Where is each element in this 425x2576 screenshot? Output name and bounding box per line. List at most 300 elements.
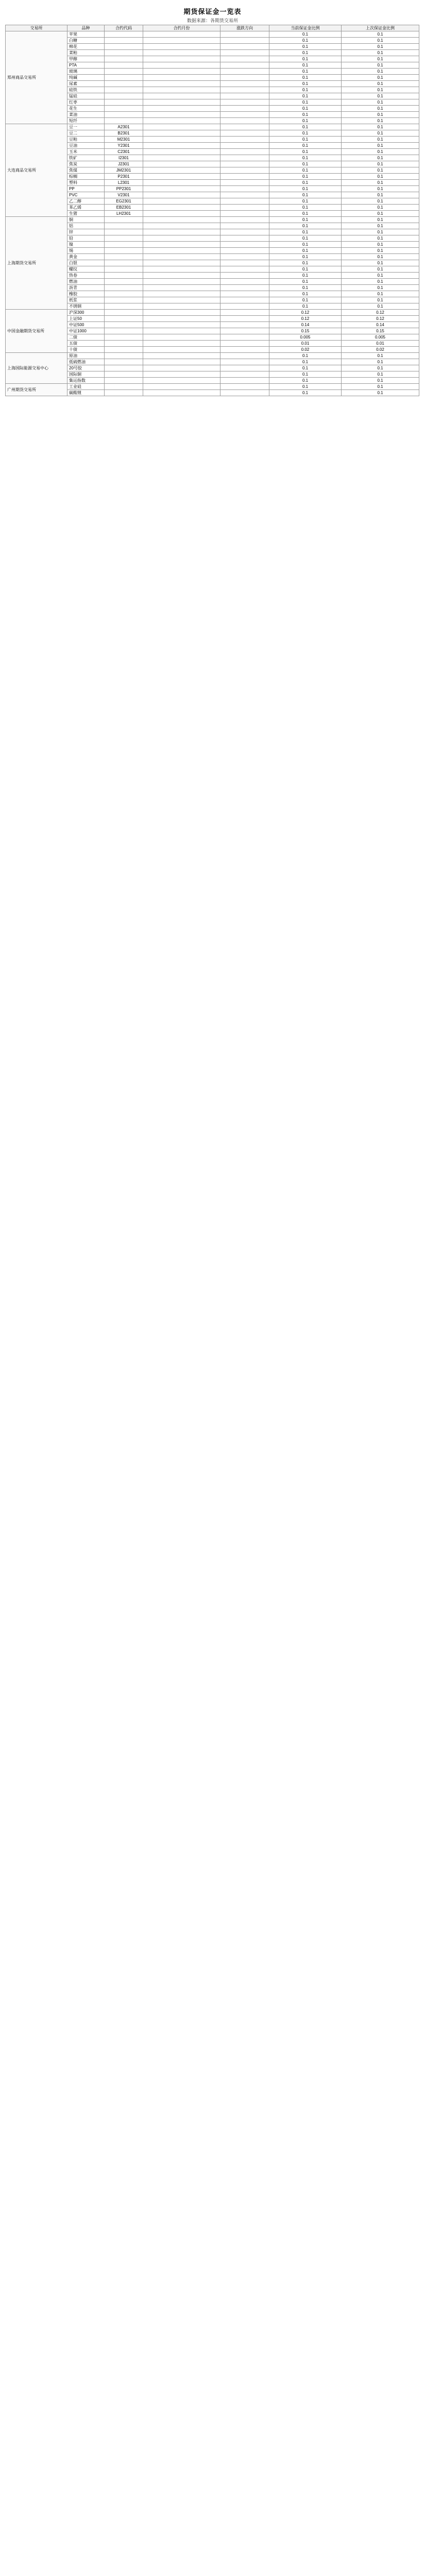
previous-ratio-cell: 0.1 (342, 285, 419, 291)
table-row (6, 87, 419, 93)
direction-cell (220, 390, 269, 396)
direction-cell (220, 248, 269, 254)
symbol-cell: B2301 (105, 130, 143, 137)
previous-ratio-cell: 0.1 (342, 229, 419, 235)
direction-cell (220, 161, 269, 167)
month-cell (143, 130, 220, 137)
direction-cell (220, 93, 269, 99)
month-cell (143, 217, 220, 223)
variety-cell: 燃油 (67, 279, 105, 285)
month-cell (143, 124, 220, 130)
direction-cell (220, 297, 269, 303)
symbol-cell: L2301 (105, 180, 143, 186)
column-header: 品种 (67, 25, 105, 31)
previous-ratio-cell: 0.12 (342, 310, 419, 316)
month-cell (143, 378, 220, 384)
table-row (6, 180, 419, 186)
symbol-cell (105, 328, 143, 334)
direction-cell (220, 155, 269, 161)
variety-cell: 玉米 (67, 149, 105, 155)
table-row (6, 137, 419, 143)
previous-ratio-cell: 0.1 (342, 69, 419, 75)
previous-ratio-cell: 0.1 (342, 106, 419, 112)
table-row (6, 353, 419, 359)
variety-cell: 苹果 (67, 31, 105, 38)
table-header (6, 25, 419, 31)
variety-cell: 集运指数 (67, 378, 105, 384)
direction-cell (220, 273, 269, 279)
variety-cell: 螺纹 (67, 266, 105, 273)
symbol-cell (105, 38, 143, 44)
current-ratio-cell: 0.1 (269, 161, 342, 167)
symbol-cell (105, 31, 143, 38)
month-cell (143, 99, 220, 106)
direction-cell (220, 205, 269, 211)
symbol-cell (105, 310, 143, 316)
previous-ratio-cell: 0.02 (342, 347, 419, 353)
month-cell (143, 62, 220, 69)
variety-cell: 白糖 (67, 38, 105, 44)
month-cell (143, 341, 220, 347)
variety-cell: 甲醇 (67, 56, 105, 62)
symbol-cell: J2301 (105, 161, 143, 167)
symbol-cell (105, 266, 143, 273)
month-cell (143, 347, 220, 353)
column-header: 合约代码 (105, 25, 143, 31)
direction-cell (220, 223, 269, 229)
variety-cell: PVC (67, 192, 105, 198)
previous-ratio-cell: 0.1 (342, 273, 419, 279)
current-ratio-cell: 0.14 (269, 322, 342, 328)
column-header: 涨跌方向 (220, 25, 269, 31)
variety-cell: 豆粕 (67, 137, 105, 143)
current-ratio-cell: 0.1 (269, 75, 342, 81)
table-row (6, 322, 419, 328)
symbol-cell (105, 87, 143, 93)
month-cell (143, 279, 220, 285)
current-ratio-cell: 0.1 (269, 390, 342, 396)
month-cell (143, 149, 220, 155)
symbol-cell (105, 248, 143, 254)
previous-ratio-cell: 0.1 (342, 303, 419, 310)
exchange-cell: 郑州商品交易所 (6, 31, 67, 124)
page-title: 期货保证金一览表 (183, 8, 242, 15)
table-row (6, 112, 419, 118)
month-cell (143, 87, 220, 93)
current-ratio-cell: 0.1 (269, 192, 342, 198)
previous-ratio-cell: 0.1 (342, 167, 419, 174)
variety-cell: 短纤 (67, 118, 105, 124)
previous-ratio-cell: 0.1 (342, 143, 419, 149)
table-row (6, 371, 419, 378)
month-cell (143, 93, 220, 99)
previous-ratio-cell: 0.1 (342, 87, 419, 93)
month-cell (143, 161, 220, 167)
variety-cell: 棕榈 (67, 174, 105, 180)
symbol-cell (105, 260, 143, 266)
month-cell (143, 328, 220, 334)
table-row (6, 223, 419, 229)
symbol-cell (105, 390, 143, 396)
month-cell (143, 248, 220, 254)
month-cell (143, 359, 220, 365)
table-row (6, 248, 419, 254)
symbol-cell (105, 334, 143, 341)
variety-cell: 十债 (67, 347, 105, 353)
month-cell (143, 167, 220, 174)
current-ratio-cell: 0.1 (269, 384, 342, 390)
variety-cell: 工业硅 (67, 384, 105, 390)
current-ratio-cell: 0.1 (269, 359, 342, 365)
symbol-cell (105, 56, 143, 62)
current-ratio-cell: 0.1 (269, 81, 342, 87)
direction-cell (220, 198, 269, 205)
symbol-cell (105, 229, 143, 235)
variety-cell: 乙二醇 (67, 198, 105, 205)
variety-cell: 焦炭 (67, 161, 105, 167)
variety-cell: 花生 (67, 106, 105, 112)
variety-cell: 中证1000 (67, 328, 105, 334)
direction-cell (220, 316, 269, 322)
current-ratio-cell: 0.1 (269, 353, 342, 359)
direction-cell (220, 384, 269, 390)
month-cell (143, 322, 220, 328)
current-ratio-cell: 0.1 (269, 118, 342, 124)
current-ratio-cell: 0.1 (269, 260, 342, 266)
table-row (6, 229, 419, 235)
table-row (6, 174, 419, 180)
variety-cell: 镍 (67, 242, 105, 248)
previous-ratio-cell: 0.1 (342, 75, 419, 81)
symbol-cell (105, 50, 143, 56)
table-row (6, 334, 419, 341)
month-cell (143, 180, 220, 186)
exchange-cell: 上海期货交易所 (6, 217, 67, 310)
current-ratio-cell: 0.1 (269, 229, 342, 235)
month-cell (143, 106, 220, 112)
current-ratio-cell: 0.1 (269, 130, 342, 137)
symbol-cell: I2301 (105, 155, 143, 161)
table-row (6, 260, 419, 266)
current-ratio-cell: 0.1 (269, 137, 342, 143)
table-row (6, 297, 419, 303)
margin-table (5, 25, 419, 396)
symbol-cell: Y2301 (105, 143, 143, 149)
variety-cell: 生猪 (67, 211, 105, 217)
direction-cell (220, 303, 269, 310)
direction-cell (220, 167, 269, 174)
direction-cell (220, 254, 269, 260)
symbol-cell (105, 81, 143, 87)
symbol-cell (105, 365, 143, 371)
variety-cell: PP (67, 186, 105, 192)
symbol-cell (105, 254, 143, 260)
previous-ratio-cell: 0.1 (342, 99, 419, 106)
current-ratio-cell: 0.005 (269, 334, 342, 341)
previous-ratio-cell: 0.1 (342, 359, 419, 365)
column-header: 合约月份 (143, 25, 220, 31)
current-ratio-cell: 0.1 (269, 38, 342, 44)
table-row (6, 56, 419, 62)
previous-ratio-cell: 0.1 (342, 124, 419, 130)
month-cell (143, 75, 220, 81)
month-cell (143, 390, 220, 396)
direction-cell (220, 174, 269, 180)
direction-cell (220, 217, 269, 223)
direction-cell (220, 328, 269, 334)
current-ratio-cell: 0.1 (269, 180, 342, 186)
table-row (6, 347, 419, 353)
previous-ratio-cell: 0.1 (342, 384, 419, 390)
symbol-cell (105, 93, 143, 99)
current-ratio-cell: 0.1 (269, 106, 342, 112)
direction-cell (220, 81, 269, 87)
table-row (6, 328, 419, 334)
month-cell (143, 143, 220, 149)
previous-ratio-cell: 0.1 (342, 118, 419, 124)
table-row (6, 235, 419, 242)
previous-ratio-cell: 0.1 (342, 112, 419, 118)
previous-ratio-cell: 0.1 (342, 266, 419, 273)
current-ratio-cell: 0.1 (269, 205, 342, 211)
symbol-cell (105, 359, 143, 365)
month-cell (143, 174, 220, 180)
direction-cell (220, 38, 269, 44)
previous-ratio-cell: 0.1 (342, 242, 419, 248)
current-ratio-cell: 0.12 (269, 310, 342, 316)
current-ratio-cell: 0.1 (269, 112, 342, 118)
direction-cell (220, 242, 269, 248)
variety-cell: 苯乙烯 (67, 205, 105, 211)
current-ratio-cell: 0.1 (269, 235, 342, 242)
direction-cell (220, 365, 269, 371)
month-cell (143, 316, 220, 322)
direction-cell (220, 285, 269, 291)
current-ratio-cell: 0.15 (269, 328, 342, 334)
variety-cell: 菜粕 (67, 50, 105, 56)
previous-ratio-cell: 0.1 (342, 192, 419, 198)
month-cell (143, 291, 220, 297)
direction-cell (220, 62, 269, 69)
month-cell (143, 371, 220, 378)
variety-cell: 黄金 (67, 254, 105, 260)
current-ratio-cell: 0.1 (269, 174, 342, 180)
direction-cell (220, 143, 269, 149)
previous-ratio-cell: 0.1 (342, 260, 419, 266)
direction-cell (220, 334, 269, 341)
table-row (6, 44, 419, 50)
direction-cell (220, 291, 269, 297)
month-cell (143, 155, 220, 161)
variety-cell: 豆二 (67, 130, 105, 137)
variety-cell: 菜油 (67, 112, 105, 118)
direction-cell (220, 347, 269, 353)
table-row (6, 359, 419, 365)
symbol-cell (105, 118, 143, 124)
direction-cell (220, 235, 269, 242)
table-row (6, 279, 419, 285)
current-ratio-cell: 0.1 (269, 167, 342, 174)
current-ratio-cell: 0.1 (269, 143, 342, 149)
symbol-cell (105, 112, 143, 118)
previous-ratio-cell: 0.1 (342, 254, 419, 260)
table-row (6, 217, 419, 223)
symbol-cell (105, 75, 143, 81)
month-cell (143, 273, 220, 279)
table-row (6, 316, 419, 322)
direction-cell (220, 31, 269, 38)
direction-cell (220, 266, 269, 273)
variety-cell: 碳酸锂 (67, 390, 105, 396)
previous-ratio-cell: 0.1 (342, 62, 419, 69)
table-row (6, 254, 419, 260)
current-ratio-cell: 0.1 (269, 31, 342, 38)
symbol-cell (105, 353, 143, 359)
current-ratio-cell: 0.1 (269, 198, 342, 205)
column-header: 当前保证金比例 (269, 25, 342, 31)
table-row (6, 38, 419, 44)
symbol-cell (105, 384, 143, 390)
symbol-cell (105, 44, 143, 50)
month-cell (143, 137, 220, 143)
table-row (6, 124, 419, 130)
symbol-cell: EG2301 (105, 198, 143, 205)
variety-cell: 橡胶 (67, 291, 105, 297)
previous-ratio-cell: 0.1 (342, 223, 419, 229)
table-row (6, 149, 419, 155)
previous-ratio-cell: 0.1 (342, 130, 419, 137)
variety-cell: 低硫燃油 (67, 359, 105, 365)
current-ratio-cell: 0.1 (269, 285, 342, 291)
month-cell (143, 260, 220, 266)
table-row (6, 75, 419, 81)
month-cell (143, 211, 220, 217)
month-cell (143, 205, 220, 211)
previous-ratio-cell: 0.1 (342, 44, 419, 50)
current-ratio-cell: 0.02 (269, 347, 342, 353)
table-row (6, 155, 419, 161)
direction-cell (220, 180, 269, 186)
table-row (6, 205, 419, 211)
current-ratio-cell: 0.12 (269, 316, 342, 322)
current-ratio-cell: 0.1 (269, 211, 342, 217)
current-ratio-cell: 0.1 (269, 365, 342, 371)
symbol-cell: LH2301 (105, 211, 143, 217)
month-cell (143, 384, 220, 390)
previous-ratio-cell: 0.005 (342, 334, 419, 341)
variety-cell: 上证50 (67, 316, 105, 322)
direction-cell (220, 118, 269, 124)
variety-cell: 铜 (67, 217, 105, 223)
month-cell (143, 118, 220, 124)
month-cell (143, 81, 220, 87)
current-ratio-cell: 0.1 (269, 69, 342, 75)
table-row (6, 69, 419, 75)
month-cell (143, 44, 220, 50)
table-row (6, 130, 419, 137)
previous-ratio-cell: 0.1 (342, 186, 419, 192)
month-cell (143, 254, 220, 260)
variety-cell: 原油 (67, 353, 105, 359)
previous-ratio-cell: 0.1 (342, 161, 419, 167)
previous-ratio-cell: 0.1 (342, 235, 419, 242)
symbol-cell (105, 242, 143, 248)
variety-cell: 豆油 (67, 143, 105, 149)
month-cell (143, 56, 220, 62)
direction-cell (220, 106, 269, 112)
variety-cell: 纯碱 (67, 75, 105, 81)
exchange-cell: 中国金融期货交易所 (6, 310, 67, 353)
current-ratio-cell: 0.1 (269, 242, 342, 248)
previous-ratio-cell: 0.1 (342, 371, 419, 378)
exchange-cell: 广州期货交易所 (6, 384, 67, 396)
current-ratio-cell: 0.1 (269, 99, 342, 106)
variety-cell: 热卷 (67, 273, 105, 279)
table-row (6, 31, 419, 38)
previous-ratio-cell: 0.1 (342, 50, 419, 56)
table-row (6, 303, 419, 310)
symbol-cell (105, 217, 143, 223)
variety-cell: 沪深300 (67, 310, 105, 316)
table-row (6, 99, 419, 106)
variety-cell: 尿素 (67, 81, 105, 87)
symbol-cell: V2301 (105, 192, 143, 198)
variety-cell: 二债 (67, 334, 105, 341)
previous-ratio-cell: 0.1 (342, 155, 419, 161)
symbol-cell (105, 223, 143, 229)
symbol-cell (105, 297, 143, 303)
variety-cell: 沥青 (67, 285, 105, 291)
previous-ratio-cell: 0.1 (342, 149, 419, 155)
direction-cell (220, 322, 269, 328)
previous-ratio-cell: 0.1 (342, 297, 419, 303)
previous-ratio-cell: 0.1 (342, 390, 419, 396)
symbol-cell (105, 347, 143, 353)
previous-ratio-cell: 0.14 (342, 322, 419, 328)
month-cell (143, 235, 220, 242)
current-ratio-cell: 0.1 (269, 87, 342, 93)
symbol-cell (105, 273, 143, 279)
variety-cell: 硅铁 (67, 87, 105, 93)
table-row (6, 285, 419, 291)
symbol-cell: A2301 (105, 124, 143, 130)
variety-cell: 国际铜 (67, 371, 105, 378)
direction-cell (220, 149, 269, 155)
month-cell (143, 50, 220, 56)
table-row (6, 273, 419, 279)
variety-cell: 红枣 (67, 99, 105, 106)
symbol-cell (105, 322, 143, 328)
table-row (6, 93, 419, 99)
month-cell (143, 334, 220, 341)
symbol-cell (105, 285, 143, 291)
previous-ratio-cell: 0.1 (342, 365, 419, 371)
month-cell (143, 353, 220, 359)
variety-cell: PTA (67, 62, 105, 69)
symbol-cell: P2301 (105, 174, 143, 180)
direction-cell (220, 341, 269, 347)
variety-cell: 中证500 (67, 322, 105, 328)
current-ratio-cell: 0.1 (269, 279, 342, 285)
month-cell (143, 223, 220, 229)
current-ratio-cell: 0.1 (269, 371, 342, 378)
month-cell (143, 303, 220, 310)
symbol-cell: C2301 (105, 149, 143, 155)
current-ratio-cell: 0.1 (269, 273, 342, 279)
symbol-cell (105, 371, 143, 378)
table-row (6, 390, 419, 396)
month-cell (143, 192, 220, 198)
